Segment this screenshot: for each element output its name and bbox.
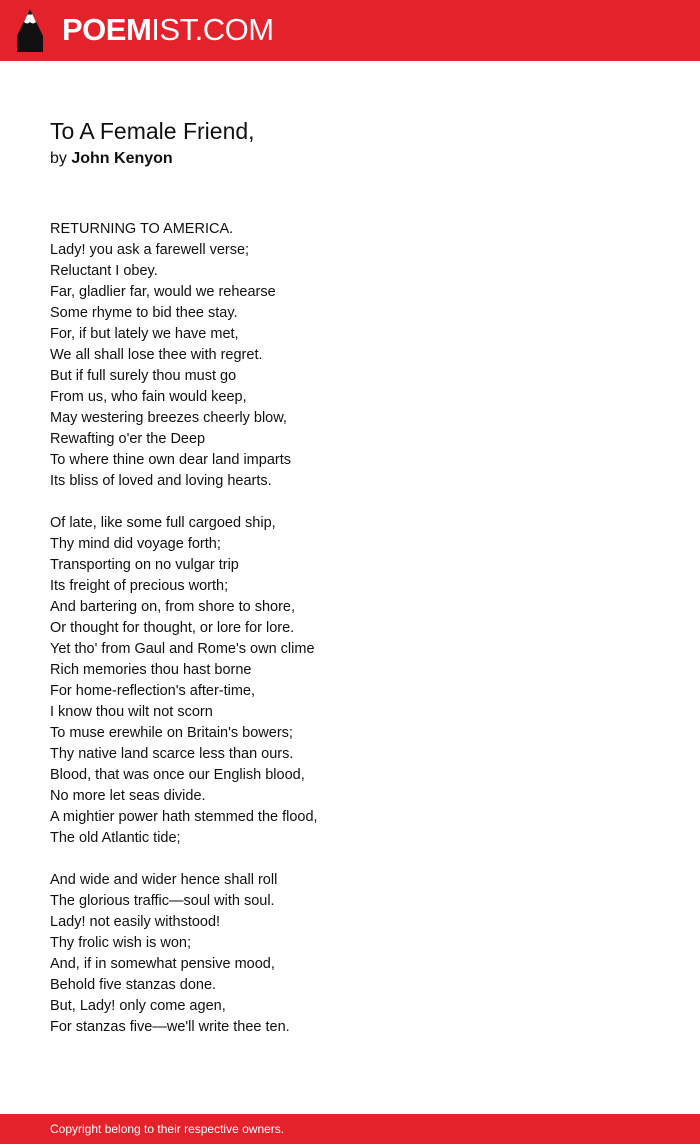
- poem-line: But if full surely thou must go: [50, 368, 237, 384]
- poem-line: Thy mind did voyage forth;: [50, 536, 221, 552]
- poem-line: From us, who fain would keep,: [50, 389, 247, 405]
- poem-line: The old Atlantic tide;: [50, 830, 181, 846]
- poem-line: A mightier power hath stemmed the flood,: [50, 809, 318, 825]
- poem-line: Of late, like some full cargoed ship,: [50, 515, 276, 531]
- poem-line: May westering breezes cheerly blow,: [50, 410, 287, 426]
- poem-line: Some rhyme to bid thee stay.: [50, 305, 238, 321]
- poem-line: Its freight of precious worth;: [50, 578, 229, 594]
- poem-line: And, if in somewhat pensive mood,: [50, 956, 275, 972]
- poem-line: Lady! not easily withstood!: [50, 914, 221, 930]
- author-name: John Kenyon: [71, 150, 173, 167]
- poem-line: For stanzas five—we'll write thee ten.: [50, 1019, 290, 1035]
- brand-bold-text: POEM: [62, 12, 152, 47]
- poem-title: To A Female Friend,: [50, 118, 255, 144]
- poem-line: The glorious traffic—soul with soul.: [50, 893, 275, 909]
- site-logo-text[interactable]: [62, 12, 274, 48]
- poem-line: To where thine own dear land imparts: [50, 452, 291, 468]
- copyright-text: Copyright belong to their respective owners.: [50, 1122, 285, 1136]
- poem-line: But, Lady! only come agen,: [50, 998, 226, 1014]
- pencil-tip-icon[interactable]: [17, 9, 43, 52]
- byline: [50, 148, 173, 170]
- poem-line: Lady! you ask a farewell verse;: [50, 242, 250, 258]
- poem-line: Blood, that was once our English blood,: [50, 767, 305, 783]
- poem-line: Thy frolic wish is won;: [50, 935, 192, 951]
- poem-line: Its bliss of loved and loving hearts.: [50, 473, 272, 489]
- poem-line: Thy native land scarce less than ours.: [50, 746, 294, 762]
- by-label: by: [50, 150, 67, 167]
- poem-line: Behold five stanzas done.: [50, 977, 217, 993]
- poem-line: For, if but lately we have met,: [50, 326, 239, 342]
- poem-line: And wide and wider hence shall roll: [50, 872, 278, 888]
- site-header: [0, 0, 700, 61]
- poem-line: Far, gladlier far, would we rehearse: [50, 284, 276, 300]
- poem-line: And bartering on, from shore to shore,: [50, 599, 296, 615]
- poem-stanza: [50, 219, 650, 492]
- poem-stanza: [50, 513, 650, 849]
- site-footer: [0, 1114, 700, 1144]
- poem-line: To muse erewhile on Britain's bowers;: [50, 725, 293, 741]
- poem-line: Reluctant I obey.: [50, 263, 158, 279]
- poem-body: [50, 219, 650, 1059]
- poem-line: No more let seas divide.: [50, 788, 206, 804]
- poem-stanza: [50, 870, 650, 1038]
- poem-line: Rewafting o'er the Deep: [50, 431, 206, 447]
- poem-line: Transporting on no vulgar trip: [50, 557, 239, 573]
- poem-line: We all shall lose thee with regret.: [50, 347, 263, 363]
- poem-line: Yet tho' from Gaul and Rome's own clime: [50, 641, 315, 657]
- poem-line: Rich memories thou hast borne: [50, 662, 252, 678]
- poem-line: I know thou wilt not scorn: [50, 704, 213, 720]
- brand-light-text: IST.COM: [151, 12, 274, 47]
- poem-line: RETURNING TO AMERICA.: [50, 221, 234, 237]
- poem-line: For home-reflection's after-time,: [50, 683, 256, 699]
- poem-line: Or thought for thought, or lore for lore.: [50, 620, 295, 636]
